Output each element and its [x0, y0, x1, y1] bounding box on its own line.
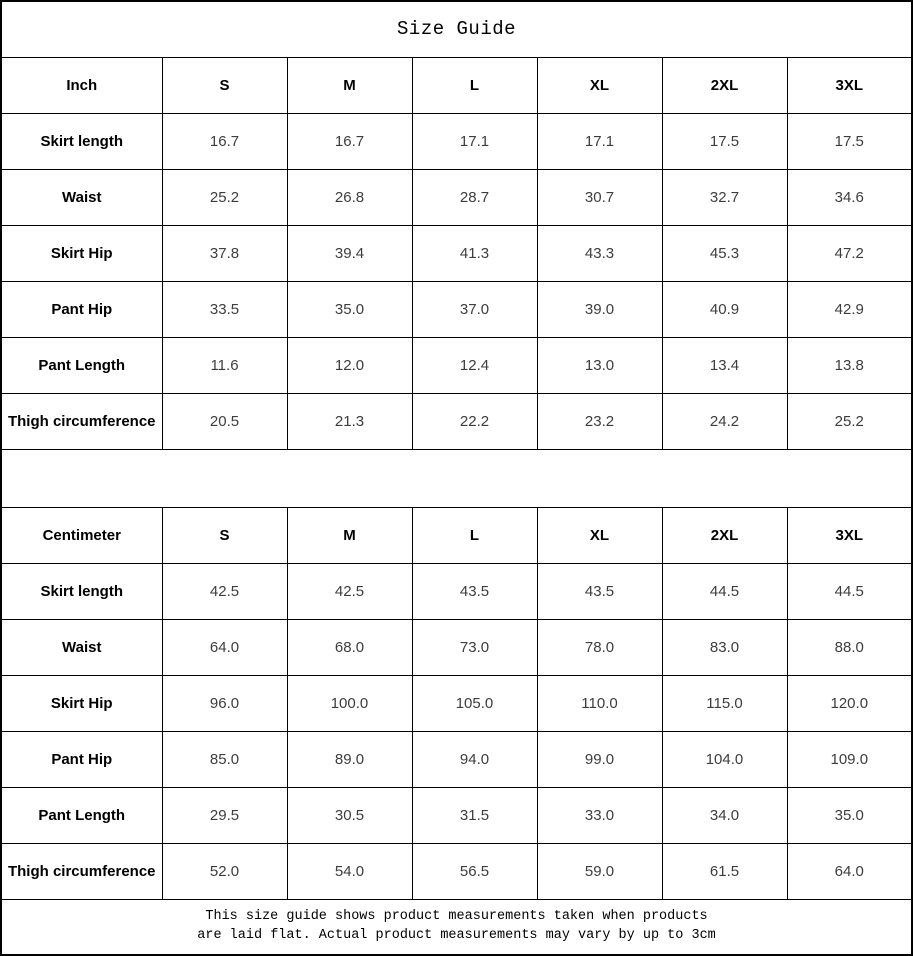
size-column-header: XL [537, 507, 662, 563]
measurement-row [1, 169, 912, 225]
measurement-value: 83.0 [662, 619, 787, 675]
measurement-row [1, 281, 912, 337]
measurement-value: 25.2 [162, 169, 287, 225]
measurement-value: 30.5 [287, 787, 412, 843]
footer-row [1, 899, 912, 955]
measurement-value: 99.0 [537, 731, 662, 787]
measurement-value: 110.0 [537, 675, 662, 731]
measurement-value: 24.2 [662, 393, 787, 449]
measurement-value: 26.8 [287, 169, 412, 225]
measurement-label: Pant Hip [1, 731, 162, 787]
measurement-value: 64.0 [787, 843, 912, 899]
measurement-value: 37.0 [412, 281, 537, 337]
measurement-value: 33.0 [537, 787, 662, 843]
measurement-value: 30.7 [537, 169, 662, 225]
measurement-value: 25.2 [787, 393, 912, 449]
measurement-value: 39.4 [287, 225, 412, 281]
measurement-value: 43.5 [412, 563, 537, 619]
measurement-value: 105.0 [412, 675, 537, 731]
measurement-value: 68.0 [287, 619, 412, 675]
measurement-value: 34.6 [787, 169, 912, 225]
measurement-value: 44.5 [662, 563, 787, 619]
measurement-value: 56.5 [412, 843, 537, 899]
measurement-value: 54.0 [287, 843, 412, 899]
size-column-header: L [412, 57, 537, 113]
measurement-value: 104.0 [662, 731, 787, 787]
measurement-value: 39.0 [537, 281, 662, 337]
measurement-label: Waist [1, 619, 162, 675]
measurement-value: 17.5 [787, 113, 912, 169]
measurement-row [1, 225, 912, 281]
measurement-value: 17.1 [412, 113, 537, 169]
measurement-value: 13.8 [787, 337, 912, 393]
size-header-row [1, 57, 912, 113]
measurement-value: 32.7 [662, 169, 787, 225]
measurement-value: 28.7 [412, 169, 537, 225]
measurement-label: Skirt length [1, 113, 162, 169]
measurement-value: 42.5 [287, 563, 412, 619]
measurement-value: 78.0 [537, 619, 662, 675]
size-column-header: S [162, 57, 287, 113]
measurement-value: 16.7 [287, 113, 412, 169]
footer-note-line1: This size guide shows product measurements taken when products [205, 908, 708, 924]
size-column-header: 3XL [787, 57, 912, 113]
measurement-value: 13.4 [662, 337, 787, 393]
measurement-value: 20.5 [162, 393, 287, 449]
measurement-value: 29.5 [162, 787, 287, 843]
measurement-row [1, 619, 912, 675]
measurement-value: 16.7 [162, 113, 287, 169]
size-column-header: 2XL [662, 507, 787, 563]
unit-header: Centimeter [1, 507, 162, 563]
measurement-value: 11.6 [162, 337, 287, 393]
measurement-row [1, 731, 912, 787]
measurement-value: 23.2 [537, 393, 662, 449]
measurement-value: 94.0 [412, 731, 537, 787]
unit-header: Inch [1, 57, 162, 113]
measurement-value: 43.5 [537, 563, 662, 619]
measurement-row [1, 393, 912, 449]
measurement-row [1, 563, 912, 619]
measurement-value: 13.0 [537, 337, 662, 393]
measurement-value: 61.5 [662, 843, 787, 899]
measurement-label: Pant Hip [1, 281, 162, 337]
spacer-row [1, 449, 912, 507]
measurement-value: 43.3 [537, 225, 662, 281]
measurement-value: 22.2 [412, 393, 537, 449]
measurement-value: 21.3 [287, 393, 412, 449]
measurement-value: 85.0 [162, 731, 287, 787]
measurement-value: 40.9 [662, 281, 787, 337]
footer-note [1, 899, 912, 955]
measurement-value: 44.5 [787, 563, 912, 619]
measurement-row [1, 337, 912, 393]
measurement-label: Skirt Hip [1, 225, 162, 281]
measurement-value: 45.3 [662, 225, 787, 281]
measurement-row [1, 675, 912, 731]
footer-note-line2: are laid flat. Actual product measurements may vary by up to 3cm [197, 927, 716, 943]
measurement-value: 17.5 [662, 113, 787, 169]
measurement-value: 17.1 [537, 113, 662, 169]
size-column-header: M [287, 507, 412, 563]
measurement-value: 100.0 [287, 675, 412, 731]
measurement-label: Skirt Hip [1, 675, 162, 731]
measurement-value: 41.3 [412, 225, 537, 281]
measurement-row [1, 787, 912, 843]
title-row [1, 1, 912, 57]
measurement-value: 31.5 [412, 787, 537, 843]
measurement-value: 35.0 [287, 281, 412, 337]
size-column-header: XL [537, 57, 662, 113]
measurement-row [1, 843, 912, 899]
size-column-header: L [412, 507, 537, 563]
size-column-header: M [287, 57, 412, 113]
measurement-value: 33.5 [162, 281, 287, 337]
measurement-value: 37.8 [162, 225, 287, 281]
spacer-cell [1, 449, 912, 507]
measurement-value: 120.0 [787, 675, 912, 731]
measurement-value: 109.0 [787, 731, 912, 787]
page-title: Size Guide [1, 1, 912, 57]
measurement-value: 89.0 [287, 731, 412, 787]
size-column-header: 2XL [662, 57, 787, 113]
measurement-value: 73.0 [412, 619, 537, 675]
measurement-label: Waist [1, 169, 162, 225]
measurement-value: 34.0 [662, 787, 787, 843]
size-header-row [1, 507, 912, 563]
measurement-row [1, 113, 912, 169]
measurement-value: 47.2 [787, 225, 912, 281]
size-column-header: S [162, 507, 287, 563]
measurement-value: 88.0 [787, 619, 912, 675]
measurement-label: Skirt length [1, 563, 162, 619]
measurement-value: 42.5 [162, 563, 287, 619]
measurement-value: 59.0 [537, 843, 662, 899]
measurement-label: Thigh circumference [1, 393, 162, 449]
measurement-value: 64.0 [162, 619, 287, 675]
measurement-value: 12.0 [287, 337, 412, 393]
measurement-label: Pant Length [1, 787, 162, 843]
measurement-value: 12.4 [412, 337, 537, 393]
measurement-value: 42.9 [787, 281, 912, 337]
size-column-header: 3XL [787, 507, 912, 563]
measurement-value: 35.0 [787, 787, 912, 843]
measurement-value: 96.0 [162, 675, 287, 731]
measurement-label: Pant Length [1, 337, 162, 393]
measurement-value: 52.0 [162, 843, 287, 899]
measurement-label: Thigh circumference [1, 843, 162, 899]
measurement-value: 115.0 [662, 675, 787, 731]
